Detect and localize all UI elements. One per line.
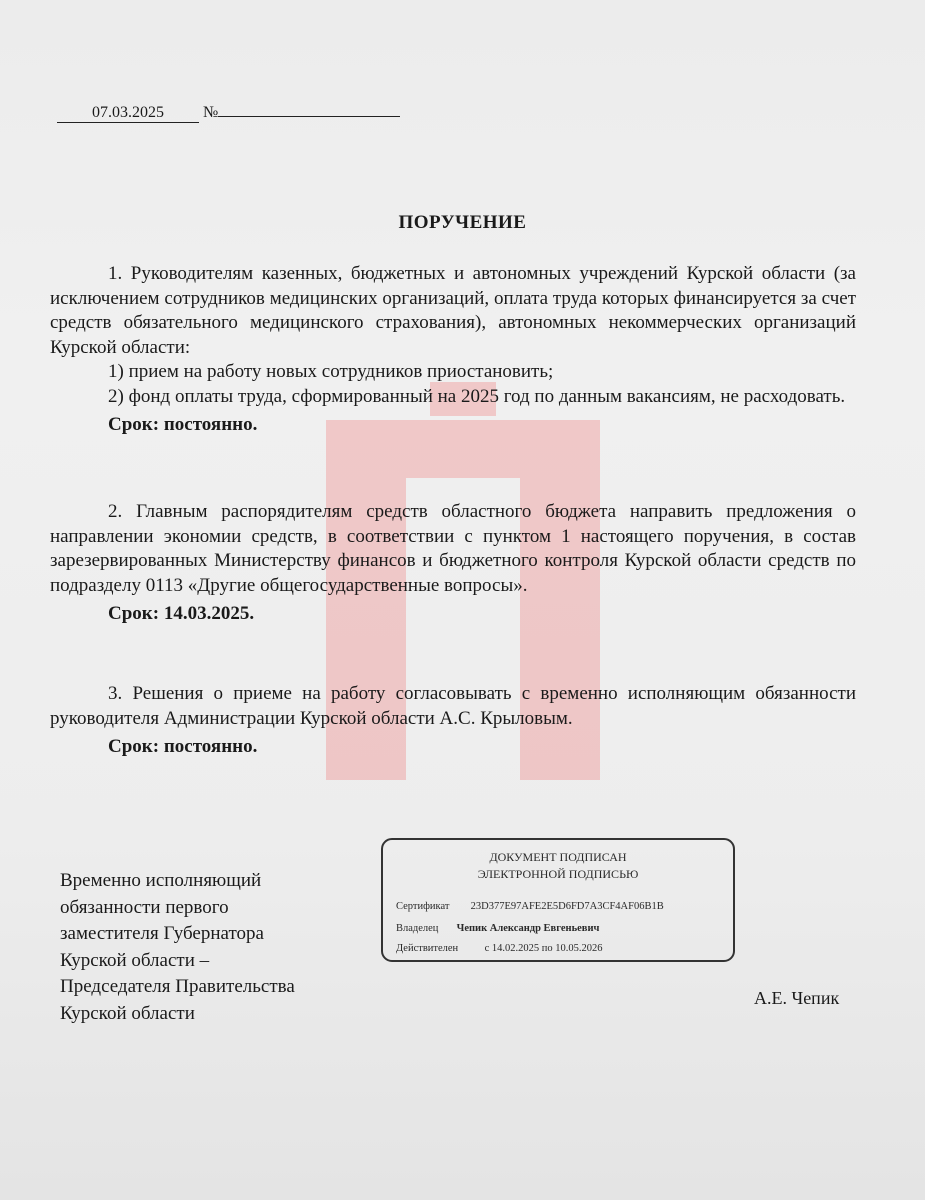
section-3-deadline: Срок: постоянно. [108,736,258,757]
stamp-owner-label: Владелец [396,923,439,934]
stamp-validity-row [396,943,603,954]
stamp-certificate-value: 23D377E97AFE2E5D6FD7A3CF4AF06B1B [470,901,664,912]
signer-line: Председателя Правительства [60,976,295,997]
signer-name: А.Е. Чепик [754,988,840,1008]
stamp-validity-value: с 14.02.2025 по 10.05.2026 [484,943,603,954]
document-date-line [57,104,400,123]
section-1-deadline: Срок: постоянно. [108,414,258,435]
section-1-subitem-2: 2) фонд оплаты труда, сформированный на 2025 год по данным вакансиям, не расходовать. [108,385,846,407]
signer-line: Курской области [60,1002,195,1024]
document-title: ПОРУЧЕНИЕ [398,212,527,233]
document-number [218,116,400,117]
section-2-deadline: Срок: 14.03.2025. [108,603,255,624]
stamp-title [383,849,733,883]
stamp-certificate-row [396,901,664,912]
stamp-validity-label: Действителен [396,943,459,954]
stamp-owner-value: Чепик Александр Евгеньевич [456,923,600,934]
stamp-title-line-1: ДОКУМЕНТ ПОДПИСАН [489,850,627,864]
section-3 [50,682,856,760]
number-label: № [203,104,219,121]
stamp-owner-row [396,923,599,934]
stamp-title-line-2: ЭЛЕКТРОННОЙ ПОДПИСЬЮ [477,867,639,881]
document-date: 07.03.2025 [57,104,199,123]
signer-line: Курской области – [60,949,210,971]
section-2 [50,500,856,627]
stamp-certificate-label: Сертификат [396,901,450,912]
signer-position [60,868,360,1027]
section-3-paragraph: 3. Решения о приеме на работу согласовывать с временно исполняющим обязанности руководителя Администрации Курской области А.С. Крыловым. [50,683,856,729]
electronic-signature-stamp [381,838,735,962]
signer-line: обязанности первого [60,896,229,918]
section-1-subitem-1: 1) прием на работу новых сотрудников приостановить; [108,361,554,382]
section-1-paragraph: 1. Руководителям казенных, бюджетных и автономных учреждений Курской области (за исключением сотрудников медицинских организаций, оплата труда которых финансируется за счет средств обязательного медицинского страхования), автономных некоммерческих организаций Курской области: [50,263,856,358]
signer-line: Временно исполняющий [60,870,262,891]
signer-line: заместителя Губернатора [60,923,264,944]
section-2-paragraph: 2. Главным распорядителям средств областного бюджета направить предложения о направлении экономии средств, в соответствии с пунктом 1 настоящего поручения, в состав зарезервированных Министерству финансов и бюджетного контроля Курской области средств по подразделу 0113 «Другие общегосударственные вопросы». [50,501,856,596]
section-1 [50,262,856,438]
